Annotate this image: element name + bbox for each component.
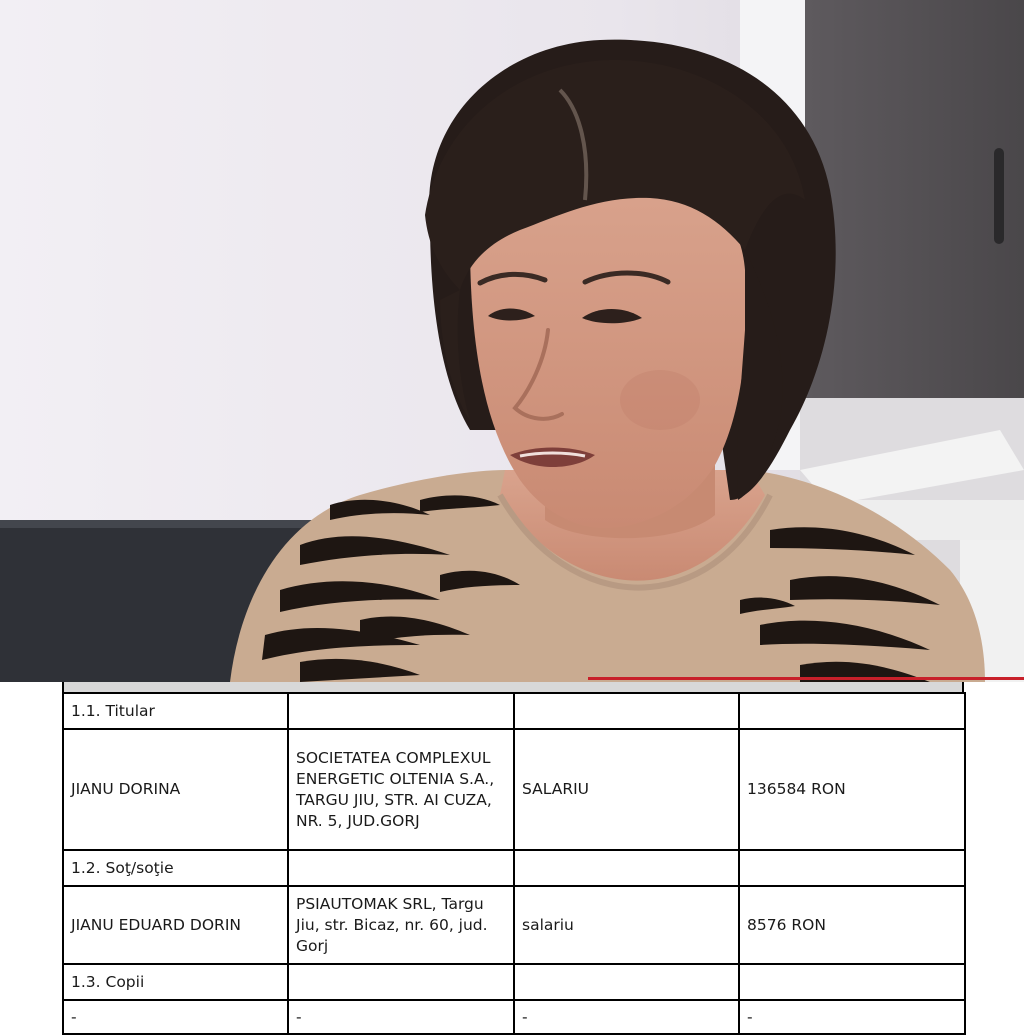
table-cell: JIANU EDUARD DORIN — [63, 886, 288, 964]
table-cell: JIANU DORINA — [63, 729, 288, 850]
table-row — [63, 1000, 965, 1034]
table-row — [63, 850, 965, 886]
table-cell — [514, 693, 739, 729]
table-cell: - — [63, 1000, 288, 1034]
video-progress-line — [588, 677, 1024, 680]
table-row — [63, 964, 965, 1000]
table-cell — [514, 964, 739, 1000]
table-cell: - — [288, 1000, 514, 1034]
table-header-band — [62, 682, 964, 692]
table-cell: PSIAUTOMAK SRL, Targu Jiu, str. Bicaz, nr. 60, jud. Gorj — [288, 886, 514, 964]
table-cell: 1.1. Titular — [63, 693, 288, 729]
income-table — [62, 692, 966, 1035]
table-row — [63, 886, 965, 964]
table-cell: 1.2. Soţ/soţie — [63, 850, 288, 886]
table-cell: 1.3. Copii — [63, 964, 288, 1000]
table-cell — [739, 964, 965, 1000]
table-row — [63, 729, 965, 850]
table-cell — [739, 693, 965, 729]
table-cell: SALARIU — [514, 729, 739, 850]
income-declaration-document — [0, 682, 1024, 1024]
table-cell: SOCIETATEA COMPLEXUL ENERGETIC OLTENIA S.A., TARGU JIU, STR. AI CUZA, NR. 5, JUD.GORJ — [288, 729, 514, 850]
table-cell — [739, 850, 965, 886]
table-cell: salariu — [514, 886, 739, 964]
table-cell — [288, 850, 514, 886]
table-cell — [288, 964, 514, 1000]
table-cell: 136584 RON — [739, 729, 965, 850]
table-cell: - — [739, 1000, 965, 1034]
table-row — [63, 693, 965, 729]
table-cell: 8576 RON — [739, 886, 965, 964]
table-cell — [288, 693, 514, 729]
table-cell — [514, 850, 739, 886]
table-cell: - — [514, 1000, 739, 1034]
